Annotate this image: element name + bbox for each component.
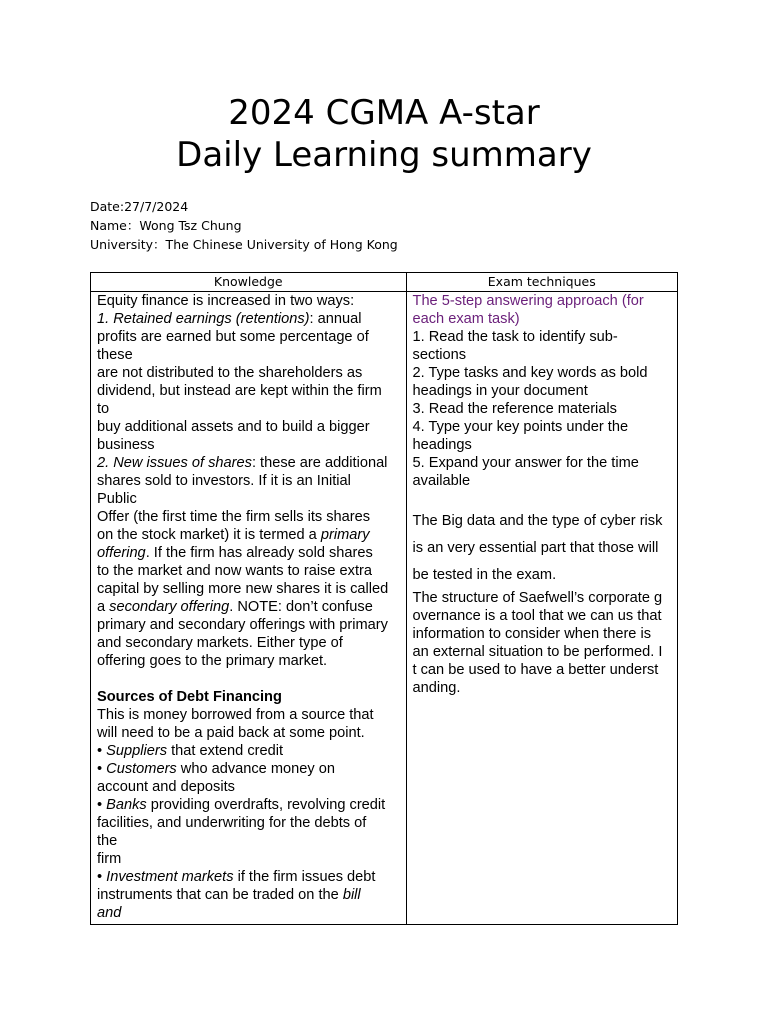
- new-issues-term: 2. New issues of shares: [97, 455, 252, 471]
- exam-line: sections: [412, 347, 467, 363]
- knowledge-line: account and deposits: [97, 779, 235, 795]
- knowledge-line: offering. If the firm has already sold shares: [97, 545, 373, 561]
- retained-earnings-term: 1. Retained earnings (retentions): [97, 311, 310, 327]
- knowledge-line: firm: [97, 851, 122, 867]
- knowledge-line: profits are earned but some percentage of: [97, 329, 369, 345]
- debt-financing-heading: Sources of Debt Financing: [97, 689, 282, 705]
- knowledge-line: these: [97, 347, 133, 363]
- exam-line: t can be used to have a better underst: [412, 662, 659, 678]
- knowledge-line: and: [97, 905, 122, 921]
- knowledge-line: are not distributed to the shareholders as: [97, 365, 363, 381]
- knowledge-line: facilities, and underwriting for the debts of: [97, 815, 367, 831]
- table-header-row: [91, 273, 678, 292]
- title-line-1: 2024 CGMA A-star: [228, 93, 540, 133]
- table-row: [91, 292, 678, 925]
- knowledge-line: shares sold to investors. If it is an Initial: [97, 473, 351, 489]
- knowledge-line: Equity finance is increased in two ways:: [97, 293, 355, 309]
- knowledge-line: This is money borrowed from a source that: [97, 707, 374, 723]
- knowledge-line: and secondary markets. Either type of: [97, 635, 343, 651]
- knowledge-line: 1. Retained earnings (retentions): annual: [97, 311, 362, 327]
- knowledge-line: Public: [97, 491, 137, 507]
- knowledge-line: offering goes to the primary market.: [97, 653, 328, 669]
- exam-line: 3. Read the reference materials: [412, 401, 617, 417]
- exam-line: The structure of Saefwell’s corporate g: [412, 590, 663, 606]
- exam-line: headings: [412, 437, 472, 453]
- knowledge-line: Offer (the first time the firm sells its shares: [97, 509, 371, 525]
- exam-line: overnance is a tool that we can us that: [412, 608, 662, 624]
- summary-table: [90, 272, 678, 925]
- knowledge-line: to the market and now wants to raise extra: [97, 563, 372, 579]
- knowledge-line: on the stock market) it is termed a primary: [97, 527, 370, 543]
- knowledge-line: [97, 688, 400, 706]
- knowledge-line: dividend, but instead are kept within the firm: [97, 383, 382, 399]
- knowledge-line: the: [97, 833, 118, 849]
- university-field: University：The Chinese University of Hong Kong: [90, 237, 398, 252]
- exam-heading-line: The 5-step answering approach (for: [412, 293, 644, 309]
- knowledge-line: • Customers who advance money on: [97, 761, 335, 777]
- date-field: Date:27/7/2024: [90, 199, 189, 214]
- exam-line: 5. Expand your answer for the time: [412, 455, 639, 471]
- exam-line: headings in your document: [412, 383, 588, 399]
- knowledge-line: business: [97, 437, 155, 453]
- exam-line: The Big data and the type of cyber risk: [412, 513, 663, 529]
- knowledge-line: a secondary offering. NOTE: don’t confuse: [97, 599, 373, 615]
- exam-line: available: [412, 473, 471, 489]
- exam-line: an external situation to be performed. I: [412, 644, 663, 660]
- knowledge-line: 2. New issues of shares: these are additional: [97, 455, 388, 471]
- exam-techniques-cell: [406, 292, 677, 925]
- exam-line: be tested in the exam.: [412, 567, 557, 583]
- exam-line: information to consider when there is: [412, 626, 652, 642]
- exam-line: 2. Type tasks and key words as bold: [412, 365, 648, 381]
- exam-line: is an very essential part that those will: [412, 540, 659, 556]
- name-field: Name：Wong Tsz Chung: [90, 218, 242, 233]
- knowledge-line: • Banks providing overdrafts, revolving credit: [97, 797, 386, 813]
- knowledge-line: will need to be a paid back at some point.: [97, 725, 365, 741]
- knowledge-line: buy additional assets and to build a bigger: [97, 419, 370, 435]
- paragraph-spacer: [97, 670, 400, 688]
- exam-techniques-header: Exam techniques: [406, 273, 677, 292]
- knowledge-line: instruments that can be traded on the bill: [97, 887, 361, 903]
- exam-line: anding.: [412, 680, 461, 696]
- title-line-2: Daily Learning summary: [176, 135, 592, 175]
- paragraph-spacer: [413, 490, 671, 508]
- knowledge-line: • Suppliers that extend credit: [97, 743, 284, 759]
- document-title: [0, 92, 768, 176]
- knowledge-line: to: [97, 401, 110, 417]
- knowledge-cell: [91, 292, 407, 925]
- exam-line: 1. Read the task to identify sub-: [412, 329, 618, 345]
- knowledge-line: • Investment markets if the firm issues debt: [97, 869, 376, 885]
- exam-line: 4. Type your key points under the: [412, 419, 629, 435]
- knowledge-line: primary and secondary offerings with primary: [97, 617, 388, 633]
- knowledge-line: capital by selling more new shares it is called: [97, 581, 389, 597]
- exam-heading-line: each exam task): [412, 311, 520, 327]
- knowledge-header: Knowledge: [91, 273, 407, 292]
- document-meta: [90, 197, 398, 254]
